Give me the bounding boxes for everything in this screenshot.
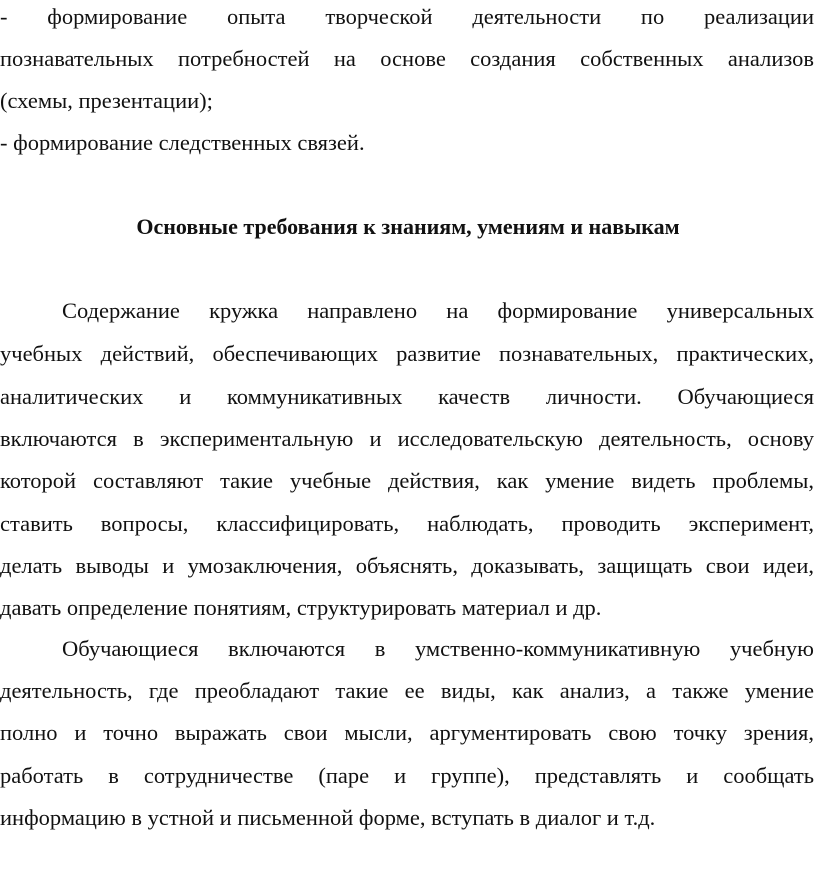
intro-line: - формирование опыта творческой деятельности по реализации (0, 4, 814, 29)
paragraph-line: давать определение понятиям, структурировать материал и др. (0, 595, 602, 620)
section-heading: Основные требования к знаниям, умениям и навыкам (136, 214, 680, 239)
paragraph-line: делать выводы и умозаключения, объяснять, доказывать, защищать свои идеи, (0, 553, 814, 578)
paragraph-line: полно и точно выражать свои мысли, аргументировать свою точку зрения, (0, 720, 814, 745)
paragraph-line: информацию в устной и письменной форме, вступать в диалог и т.д. (0, 805, 656, 830)
paragraph-line: работать в сотрудничестве (паре и группе), представлять и сообщать (0, 763, 814, 788)
intro-line: познавательных потребностей на основе создания собственных анализов (0, 46, 814, 71)
paragraph-line: деятельность, где преобладают такие ее виды, как анализ, а также умение (0, 678, 814, 703)
paragraph-line: ставить вопросы, классифицировать, наблюдать, проводить эксперимент, (0, 511, 814, 536)
paragraph-line: Содержание кружка направлено на формирование универсальных (62, 298, 814, 323)
paragraph-line: Обучающиеся включаются в умственно-коммуникативную учебную (62, 636, 814, 661)
paragraph-line: которой составляют такие учебные действия, как умение видеть проблемы, (0, 468, 814, 493)
paragraph-line: включаются в экспериментальную и исследовательскую деятельность, основу (0, 426, 814, 451)
paragraph-line: учебных действий, обеспечивающих развитие познавательных, практических, (0, 341, 814, 366)
intro-line: - формирование следственных связей. (0, 130, 365, 155)
paragraph-line: аналитических и коммуникативных качеств личности. Обучающиеся (0, 384, 814, 409)
intro-line: (схемы, презентации); (0, 88, 213, 113)
